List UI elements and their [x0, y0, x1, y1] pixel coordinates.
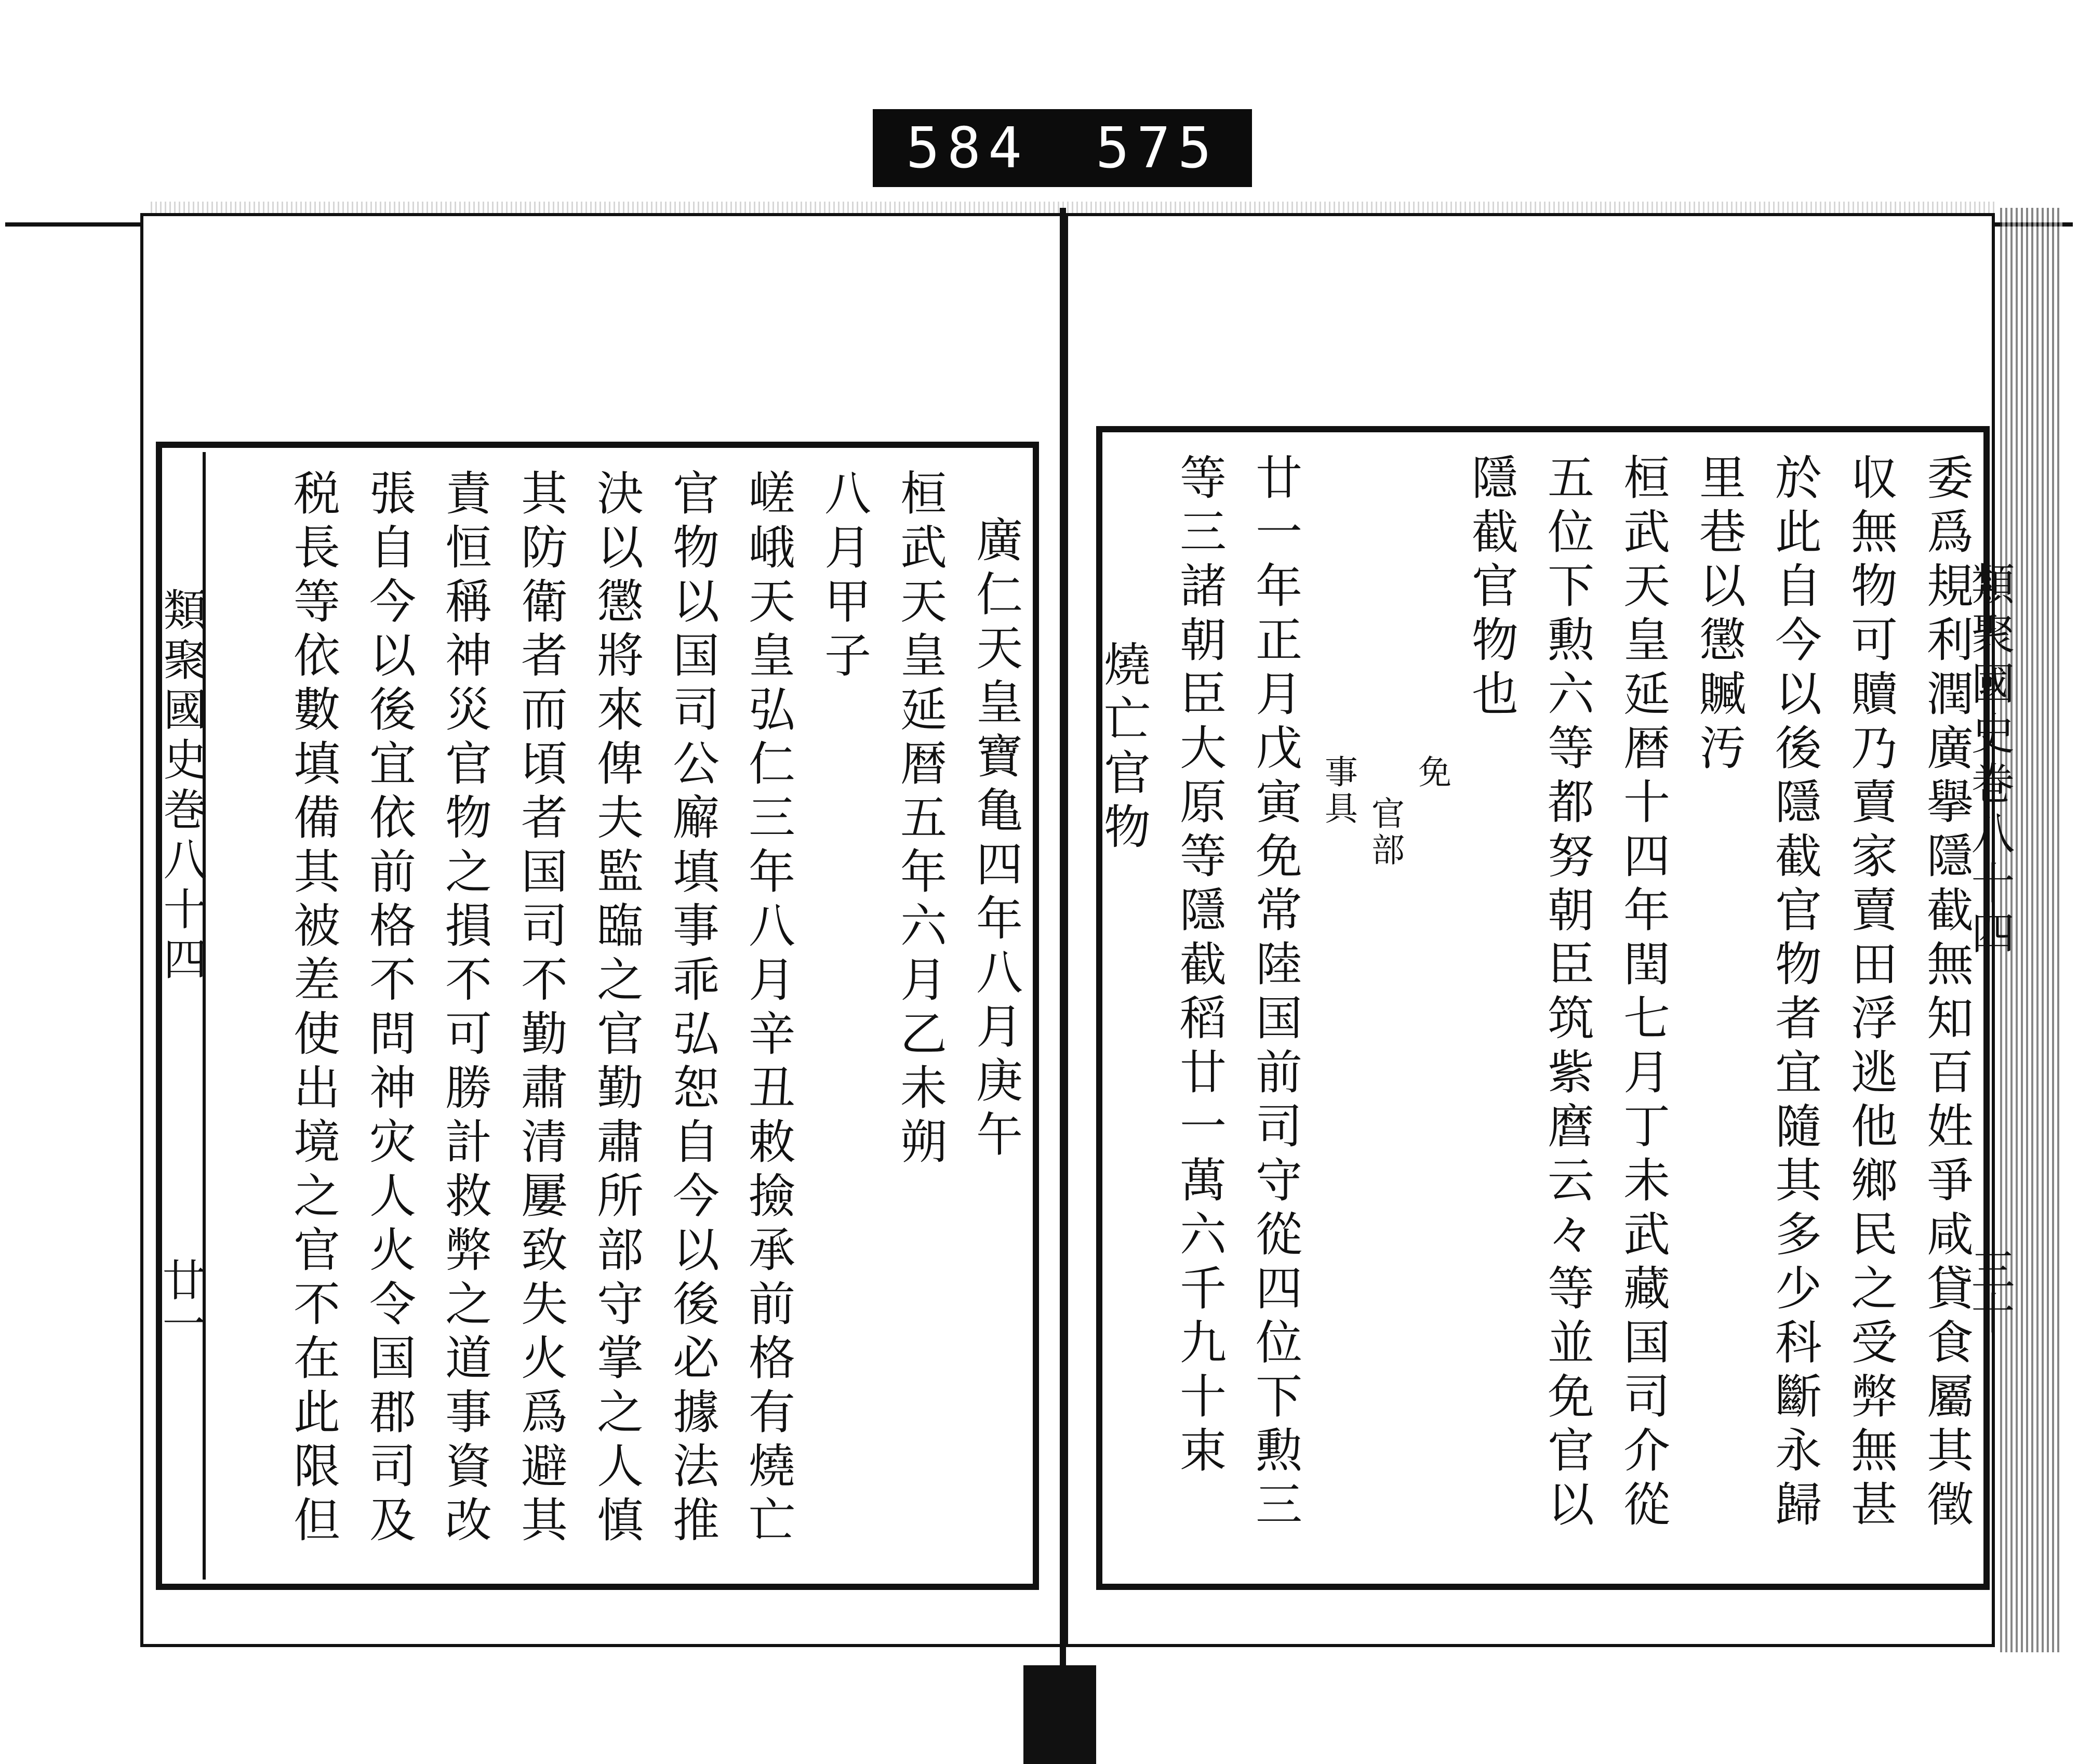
frame-number-left: 584: [905, 115, 1030, 181]
text-column: 其防衛者而頃者国司不勤肅清屢致失火爲避其: [513, 469, 567, 1549]
inline-note-group: [1312, 432, 1453, 1584]
text-column: 決以懲將來俾夫監臨之官勤肅所部守掌之人慎: [589, 469, 643, 1549]
text-column: 等三諸朝臣大原等隱截稻廿一萬六千九十束: [1171, 453, 1226, 1480]
inline-note: 事具: [1319, 754, 1357, 827]
text-column: 官物以国司公廨填事乖弘恕自今以後必據法推: [664, 469, 719, 1549]
text-column: 八月甲子: [816, 469, 871, 685]
text-column: 収無物可贖乃賣家賣田浮逃他鄉民之受弊無甚: [1843, 453, 1897, 1534]
text-column: 責恒稱神災官物之損不可勝計救弊之道事資改: [437, 469, 491, 1549]
text-column: 廿一年正月戊寅免常陸国前司守從四位下勲三: [1247, 453, 1302, 1534]
text-column: 里巷以懲贓汚: [1691, 453, 1746, 777]
right-text-block: [1096, 426, 1990, 1590]
inline-note: 免: [1413, 754, 1451, 791]
text-column: 桓武天皇延暦十四年閏七月丁未武藏国司介從: [1615, 453, 1670, 1534]
right-folio-number: 三十: [1964, 1247, 2015, 1334]
right-margin-title: 類聚國史巻八十四: [1964, 561, 2015, 960]
text-column: 五位下勲六等都努朝臣筑紫麿云々等並免官以: [1539, 453, 1594, 1534]
frame-number-plate: [873, 109, 1252, 187]
text-column: 於此自今以後隱截官物者宜隨其多少科斷永歸: [1767, 453, 1821, 1534]
text-column: 委爲規利潤廣擧隱截無知百姓爭咸貸食屬其徵: [1919, 453, 1973, 1534]
text-column: 隱截官物也: [1463, 453, 1518, 723]
left-text-block: [156, 442, 1039, 1590]
text-column: 嵯峨天皇弘仁三年八月辛丑敕撿承前格有燒亡: [740, 469, 795, 1549]
text-column: 廣仁天皇寶亀四年八月庚午: [968, 515, 1022, 1164]
gutter-tab: [1023, 1665, 1096, 1764]
text-column: 税長等依數填備其被差使出境之官不在此限但: [285, 469, 340, 1549]
book-gutter: [1060, 208, 1066, 1668]
text-column: 張自今以後宜依前格不問神灾人火令国郡司及: [361, 469, 416, 1549]
text-column: 桓武天皇延暦五年六月乙未朔: [892, 469, 947, 1171]
left-folio-number: 廿一: [155, 1257, 206, 1345]
left-margin-title: 類聚國史巻八十四: [156, 587, 207, 986]
frame-number-right: 575: [1095, 115, 1219, 181]
inline-note: 官部: [1366, 796, 1404, 869]
text-column: 燒亡官物: [1096, 640, 1150, 856]
